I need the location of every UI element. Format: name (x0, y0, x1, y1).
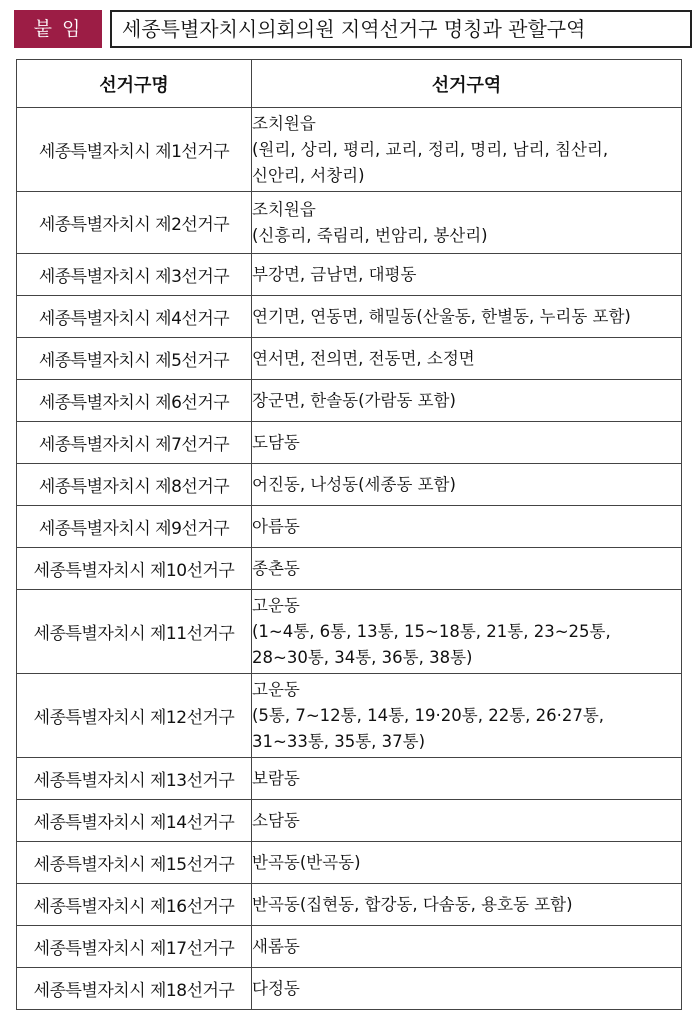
district-area-cell (252, 590, 682, 674)
district-name-cell: 세종특별자치시 제16선거구 (17, 884, 252, 926)
column-header-area: 선거구역 (252, 60, 682, 108)
table-row (17, 464, 682, 506)
table-header-row (17, 60, 682, 108)
district-area-cell (252, 674, 682, 758)
table-body (17, 108, 682, 1010)
document-title: 세종특별자치시의회의원 지역선거구 명칭과 관할구역 (110, 10, 692, 48)
district-name-cell: 세종특별자치시 제15선거구 (17, 842, 252, 884)
district-area-cell (252, 926, 682, 968)
table-row (17, 506, 682, 548)
district-area-cell (252, 422, 682, 464)
table-row (17, 338, 682, 380)
table-row (17, 674, 682, 758)
district-area-cell (252, 464, 682, 506)
district-name-cell: 세종특별자치시 제2선거구 (17, 192, 252, 254)
district-area-line: 보람동 (252, 768, 300, 788)
district-name-cell: 세종특별자치시 제7선거구 (17, 422, 252, 464)
district-area-cell (252, 800, 682, 842)
district-name-cell: 세종특별자치시 제13선거구 (17, 758, 252, 800)
district-area-line: 조치원읍 (252, 113, 316, 133)
table-row (17, 842, 682, 884)
table-row (17, 380, 682, 422)
table-row (17, 758, 682, 800)
district-area-line: (5통, 7~12통, 14통, 19·20통, 22통, 26·27통, (252, 705, 605, 725)
district-area-cell (252, 192, 682, 254)
district-area-line: 다정동 (252, 978, 300, 998)
district-area-line: 도담동 (252, 432, 300, 452)
table-row (17, 884, 682, 926)
district-name-cell: 세종특별자치시 제12선거구 (17, 674, 252, 758)
column-header-name: 선거구명 (17, 60, 252, 108)
district-area-cell (252, 380, 682, 422)
district-area-cell (252, 884, 682, 926)
table-row (17, 192, 682, 254)
district-name-cell: 세종특별자치시 제14선거구 (17, 800, 252, 842)
table-row (17, 548, 682, 590)
table-row (17, 926, 682, 968)
district-area-line: 새롬동 (252, 936, 300, 956)
district-area-line: 연서면, 전의면, 전동면, 소정면 (252, 348, 475, 368)
district-area-cell (252, 506, 682, 548)
district-name-cell: 세종특별자치시 제8선거구 (17, 464, 252, 506)
district-area-cell (252, 548, 682, 590)
district-area-line: 신안리, 서창리) (252, 165, 365, 185)
district-name-cell: 세종특별자치시 제11선거구 (17, 590, 252, 674)
district-name-cell: 세종특별자치시 제9선거구 (17, 506, 252, 548)
district-area-cell (252, 338, 682, 380)
table-row (17, 254, 682, 296)
district-area-line: 어진동, 나성동(세종동 포함) (252, 474, 456, 494)
district-area-line: 고운동 (252, 679, 300, 699)
table-row (17, 968, 682, 1010)
district-area-cell (252, 758, 682, 800)
district-area-line: 장군면, 한솔동(가람동 포함) (252, 390, 456, 410)
district-area-line: 반곡동(반곡동) (252, 852, 361, 872)
district-area-line: 고운동 (252, 595, 300, 615)
district-name-cell: 세종특별자치시 제5선거구 (17, 338, 252, 380)
table-row (17, 422, 682, 464)
district-table (16, 59, 682, 1010)
district-area-line: 28~30통, 34통, 36통, 38통) (252, 647, 473, 667)
district-area-cell (252, 968, 682, 1010)
table-row (17, 800, 682, 842)
district-name-cell: 세종특별자치시 제3선거구 (17, 254, 252, 296)
district-name-cell: 세종특별자치시 제17선거구 (17, 926, 252, 968)
district-area-line: 아름동 (252, 516, 300, 536)
table-row (17, 590, 682, 674)
district-area-line: (원리, 상리, 평리, 교리, 정리, 명리, 남리, 침산리, (252, 139, 609, 159)
district-area-line: (1~4통, 6통, 13통, 15~18통, 21통, 23~25통, (252, 621, 611, 641)
table-row (17, 296, 682, 338)
district-area-line: 부강면, 금남면, 대평동 (252, 264, 417, 284)
district-area-line: 조치원읍 (252, 199, 316, 219)
district-name-cell: 세종특별자치시 제10선거구 (17, 548, 252, 590)
table-row (17, 108, 682, 192)
district-name-cell: 세종특별자치시 제18선거구 (17, 968, 252, 1010)
district-area-line: (신흥리, 죽림리, 번암리, 봉산리) (252, 225, 488, 245)
district-area-cell (252, 296, 682, 338)
attachment-badge: 붙 임 (14, 10, 102, 48)
district-area-line: 소담동 (252, 810, 300, 830)
district-area-line: 반곡동(집현동, 합강동, 다솜동, 용호동 포함) (252, 894, 573, 914)
district-name-cell: 세종특별자치시 제6선거구 (17, 380, 252, 422)
document-header (14, 10, 682, 48)
district-area-cell (252, 842, 682, 884)
district-area-line: 31~33통, 35통, 37통) (252, 731, 426, 751)
district-name-cell: 세종특별자치시 제1선거구 (17, 108, 252, 192)
district-area-cell (252, 108, 682, 192)
district-area-cell (252, 254, 682, 296)
district-name-cell: 세종특별자치시 제4선거구 (17, 296, 252, 338)
district-area-line: 종촌동 (252, 558, 300, 578)
district-area-line: 연기면, 연동면, 해밀동(산울동, 한별동, 누리동 포함) (252, 306, 631, 326)
